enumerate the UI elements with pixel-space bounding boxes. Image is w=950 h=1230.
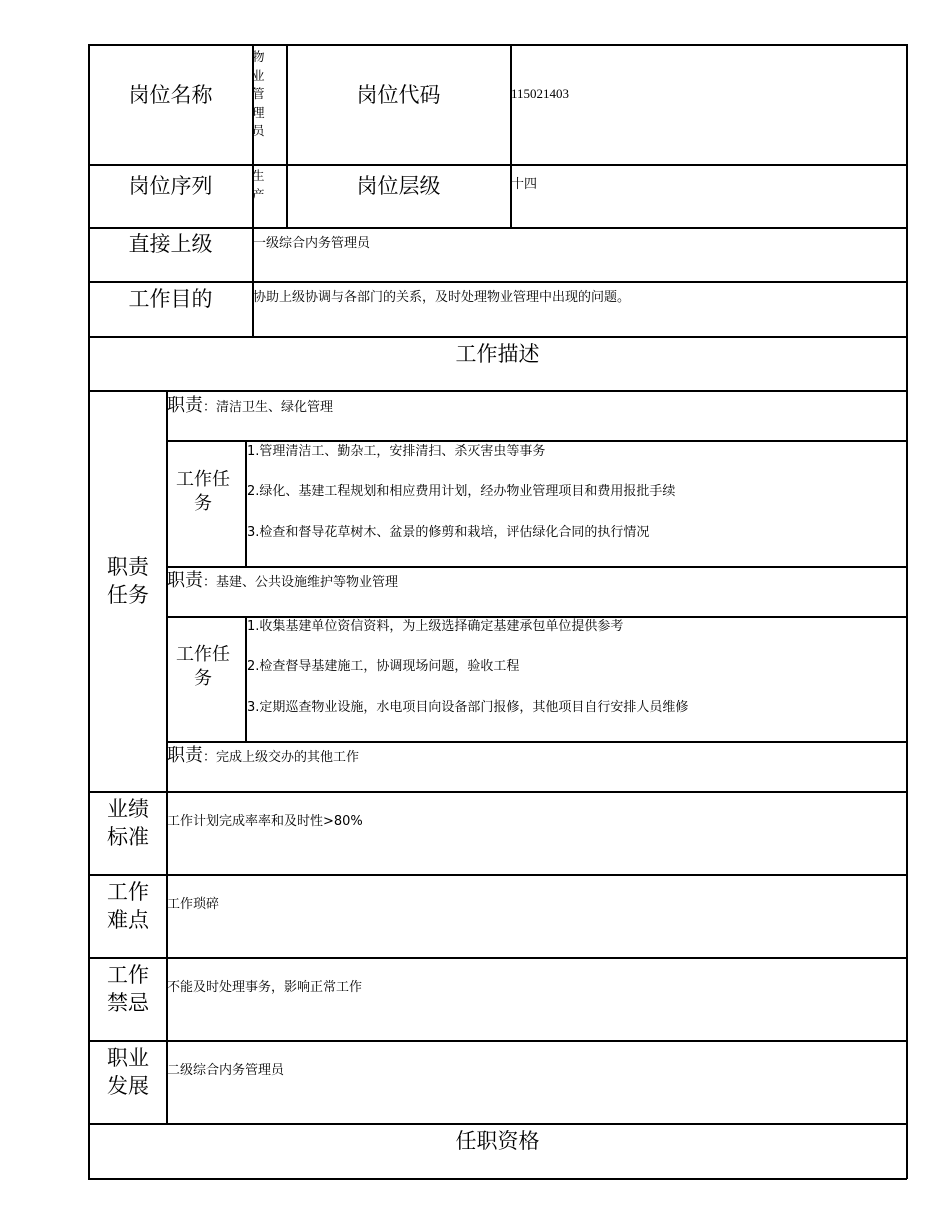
duty-prefix: 职责 [167, 570, 203, 591]
grid-line [88, 44, 90, 1179]
superior-label: 直接上级 [128, 232, 213, 256]
grid-line [166, 440, 907, 442]
position-level-value: 十四 [511, 177, 538, 192]
work-taboo-label: 工作禁忌 [107, 963, 149, 1015]
purpose-label: 工作目的 [128, 287, 213, 311]
qualification-title: 任职资格 [455, 1129, 540, 1153]
grid-line [88, 957, 907, 959]
career-development-value: 二级综合内务管理员 [167, 1063, 285, 1078]
position-name-value: 物业管理员 [252, 49, 265, 138]
grid-line [88, 1040, 907, 1042]
grid-line [88, 874, 907, 876]
position-code-label: 岗位代码 [356, 83, 441, 107]
position-level-label: 岗位层级 [356, 174, 441, 198]
position-sequence-label: 岗位序列 [128, 174, 213, 198]
task-item: 3.定期巡查物业设施，水电项目向设备部门报修，其他项目自行安排人员维修 [247, 700, 689, 715]
grid-line [88, 164, 907, 166]
grid-line [88, 227, 907, 229]
grid-line [88, 1123, 907, 1125]
task-item: 1.收集基建单位资信资料，为上级选择确定基建承包单位提供参考 [247, 619, 624, 634]
position-name-label: 岗位名称 [128, 83, 213, 107]
task-item: 2.绿化、基建工程规划和相应费用计划，经办物业管理项目和费用报批手续 [247, 484, 676, 499]
task-label: 工作任务 [176, 644, 230, 689]
work-difficulty-label: 工作难点 [107, 880, 149, 932]
duty-item [167, 569, 398, 593]
grid-line [88, 791, 907, 793]
performance-standard-value: 工作计划完成率率和及时性>80% [167, 814, 363, 829]
task-label: 工作任务 [176, 469, 230, 514]
grid-line [286, 44, 288, 228]
work-taboo-value: 不能及时处理事务，影响正常工作 [167, 980, 363, 995]
grid-line [906, 44, 908, 1179]
duty-text: ：完成上级交办的其他工作 [203, 750, 360, 765]
superior-value: 一级综合内务管理员 [253, 236, 371, 251]
grid-line [88, 44, 907, 46]
grid-line [166, 741, 907, 743]
grid-line [88, 390, 907, 392]
career-development-label: 职业发展 [107, 1046, 149, 1098]
duty-text: ：清洁卫生、绿化管理 [203, 400, 334, 415]
position-code-value: 115021403 [511, 86, 570, 101]
grid-line [88, 1178, 907, 1180]
duty-text: ：基建、公共设施维护等物业管理 [203, 575, 399, 590]
task-item: 2.检查督导基建施工，协调现场问题，验收工程 [247, 659, 520, 674]
duty-item [167, 744, 359, 768]
grid-line [510, 44, 512, 228]
purpose-value: 协助上级协调与各部门的关系，及时处理物业管理中出现的问题。 [253, 290, 631, 305]
duties-tasks-label: 职责任务 [107, 555, 149, 607]
grid-line [88, 336, 907, 338]
grid-line [88, 281, 907, 283]
task-item: 3.检查和督导花草树木、盆景的修剪和栽培，评估绿化合同的执行情况 [247, 525, 650, 540]
duty-item [167, 394, 333, 418]
performance-standard-label: 业绩标准 [107, 797, 149, 849]
task-item: 1.管理清洁工、勤杂工，安排清扫、杀灭害虫等事务 [247, 444, 546, 459]
grid-line [166, 566, 907, 568]
position-sequence-value: 生产 [252, 168, 265, 202]
duty-prefix: 职责 [167, 745, 203, 766]
duty-prefix: 职责 [167, 395, 203, 416]
work-difficulty-value: 工作琐碎 [167, 897, 220, 912]
work-description-title: 工作描述 [455, 342, 540, 366]
